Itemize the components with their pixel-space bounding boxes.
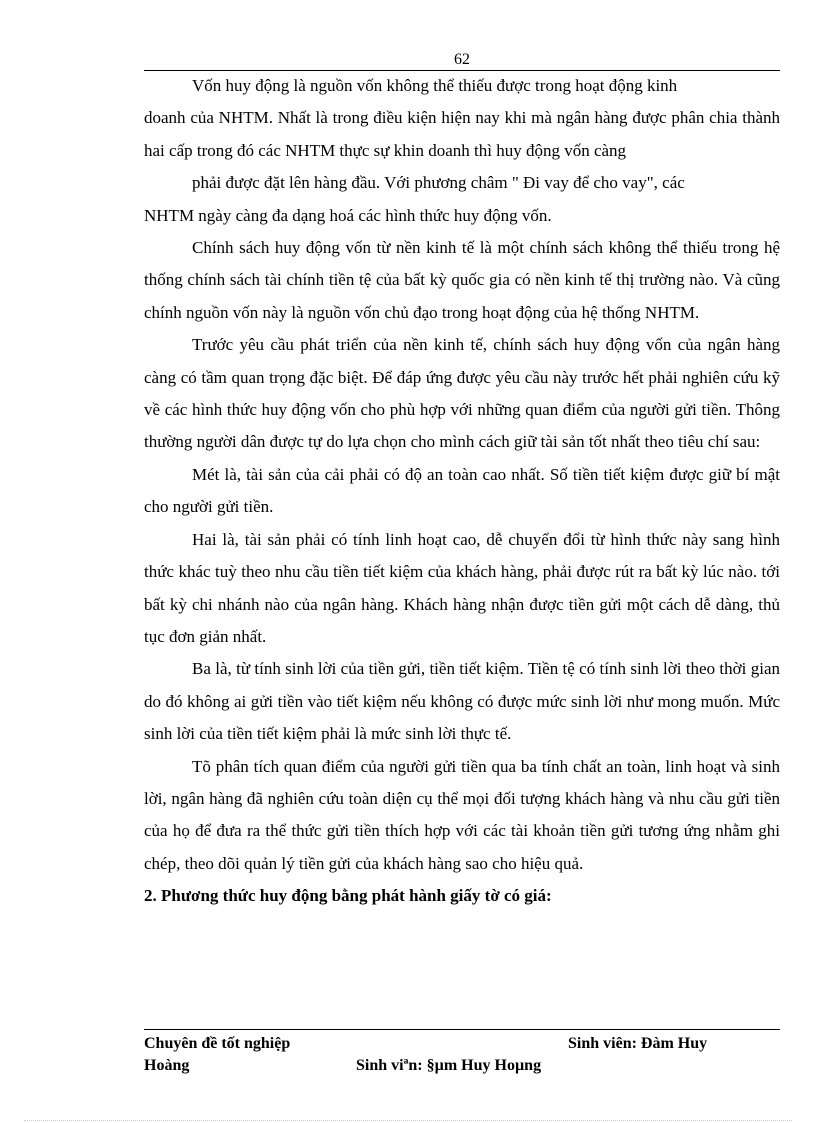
footer-thesis-label: Chuyên đề tốt nghiệp — [144, 1035, 291, 1052]
paragraph: Ba là, từ tính sinh lời của tiền gửi, tiền tiết kiệm. Tiền tệ có tính sinh lời theo thời gian do đó không ai gửi tiền vào tiết kiệm nếu không có được mức sinh lời như mong muốn. Mức sinh lời của tiền tiết kiệm phải là mức sinh lời thực tế. — [144, 659, 780, 744]
paragraph: Chính sách huy động vốn từ nền kinh tế là một chính sách không thể thiếu trong hệ thống chính sách tài chính tiền tệ của bất kỳ quốc gia có nền kinh tế thị trường nào. Và cũng chính nguồn vốn này là nguồn vốn chủ đạo trong hoạt động của hệ thống NHTM. — [144, 238, 780, 322]
paragraph: Trước yêu cầu phát triển của nền kinh tế, chính sách huy động vốn của ngân hàng càng có tầm quan trọng đặc biệt. Để đáp ứng được yêu cầu này trước hết phải nghiên cứu kỹ về các hình thức huy động vốn cho phù hợp với những quan điểm của người gửi tiền. Thông thường người dân được tự do lựa chọn cho mình cách giữ tài sản tốt nhất theo tiêu chí sau: — [144, 335, 780, 452]
footer-student-name-continued: Hoàng — [144, 1057, 190, 1074]
paragraph: NHTM ngày càng đa dạng hoá các hình thức huy động vốn. — [144, 205, 552, 225]
paragraph: Hai là, tài sản phải có tính linh hoạt cao, dễ chuyển đổi từ hình thức này sang hình thức khác tuỳ theo nhu cầu tiền tiết kiệm của khách hàng, phải được rút ra bất kỳ lúc nào. tới bất kỳ chi nhánh nào của ngân hàng. Khách hàng nhận được tiền gửi một cách dễ dàng, thủ tục đơn giản nhất. — [144, 529, 780, 646]
page-number: 62 — [454, 51, 470, 68]
footer-student-label: Sinh viên: Đàm Huy — [568, 1035, 708, 1052]
paragraph: phải được đặt lên hàng đầu. Với phương châm " Đi vay để cho vay", các — [192, 173, 685, 193]
paragraph: Mét là, tài sản của cải phải có độ an toàn cao nhất. Số tiền tiết kiệm được giữ bí mật cho người gửi tiền. — [144, 464, 780, 517]
paragraph: Vốn huy động là nguồn vốn không thể thiếu được trong hoạt động kinh — [192, 76, 678, 95]
paragraph: Tõ phân tích quan điểm của người gửi tiền qua ba tính chất an toàn, linh hoạt và sinh lời, ngân hàng đã nghiên cứu toàn diện cụ thể mọi đối tượng khách hàng và nhu cầu gửi tiền của họ để đưa ra thể thức gửi tiền thích hợp với các tài khoản tiền gửi tương ứng nhằm ghi chép, theo dõi quản lý tiền gửi của khách hàng sao cho hiệu quả. — [144, 756, 780, 873]
section-heading: 2. Phương thức huy động bằng phát hành giấy tờ có giá: — [144, 886, 552, 906]
page-bottom-divider — [24, 1120, 792, 1121]
page-footer — [144, 1033, 780, 1077]
footer-rule — [144, 1029, 780, 1030]
paragraph: doanh của NHTM. Nhất là trong điều kiện hiện nay khi mà ngân hàng được phân chia thành hai cấp trong đó các NHTM thực sự khin doanh thì huy động vốn càng — [144, 108, 780, 160]
footer-student-legacy-encoding: Sinh viªn: §µm Huy Hoµng — [356, 1057, 542, 1074]
document-body — [144, 70, 780, 913]
